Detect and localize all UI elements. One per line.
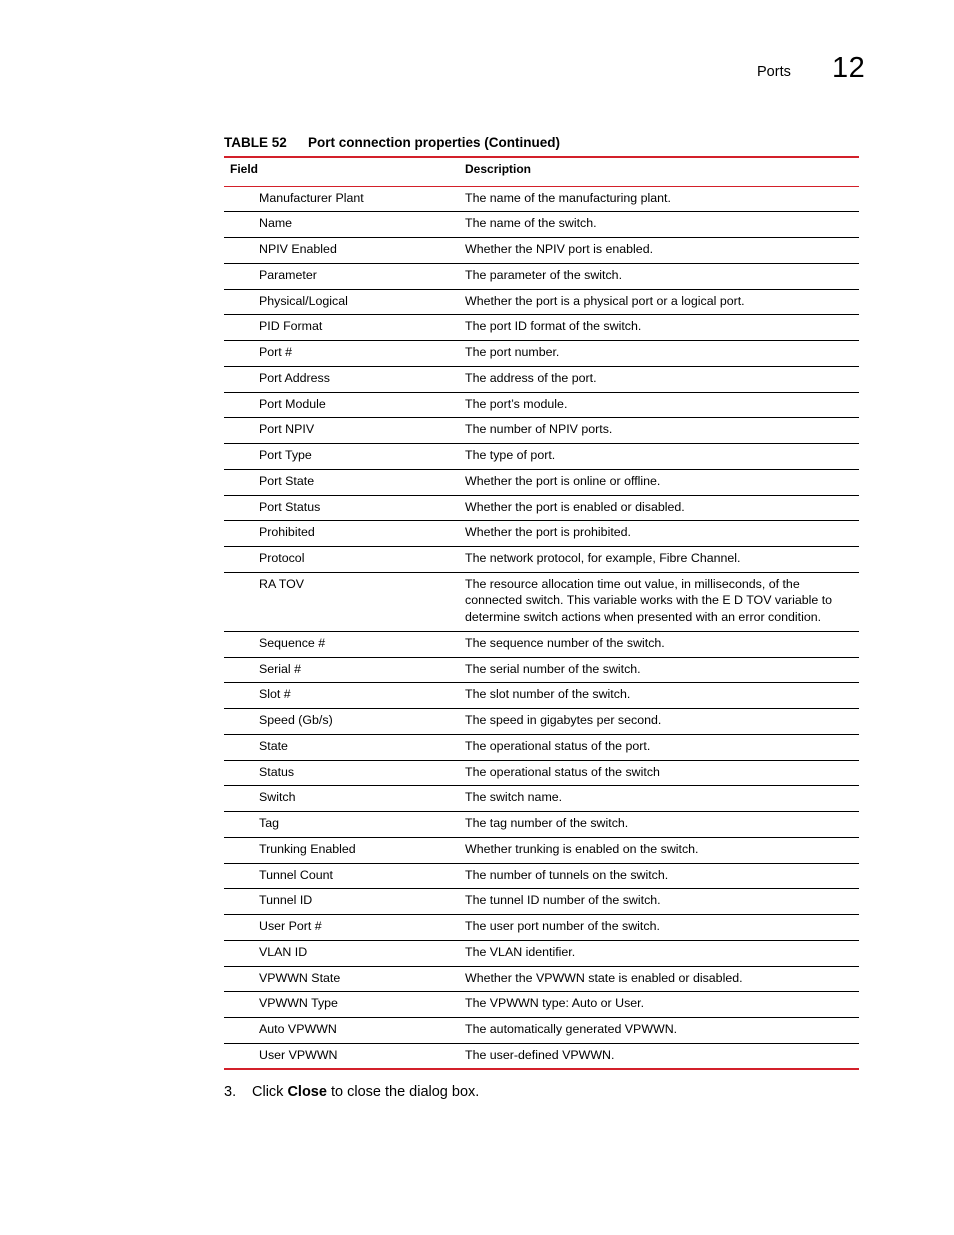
description-cell: Whether the port is online or offline. bbox=[465, 469, 859, 495]
table-row bbox=[224, 547, 859, 573]
description-cell: The VPWWN type: Auto or User. bbox=[465, 992, 859, 1018]
table-row bbox=[224, 992, 859, 1018]
field-cell: Auto VPWWN bbox=[224, 1018, 465, 1044]
description-cell: The operational status of the switch bbox=[465, 760, 859, 786]
description-cell: Whether trunking is enabled on the switch. bbox=[465, 837, 859, 863]
table-row bbox=[224, 631, 859, 657]
step-text-before: Click bbox=[252, 1084, 288, 1100]
field-cell: PID Format bbox=[224, 315, 465, 341]
description-cell: Whether the port is prohibited. bbox=[465, 521, 859, 547]
field-cell: Parameter bbox=[224, 263, 465, 289]
table-row bbox=[224, 186, 859, 212]
field-cell: Status bbox=[224, 760, 465, 786]
description-cell: The tunnel ID number of the switch. bbox=[465, 889, 859, 915]
table-row bbox=[224, 683, 859, 709]
description-cell: The network protocol, for example, Fibre Channel. bbox=[465, 547, 859, 573]
table-row bbox=[224, 760, 859, 786]
chapter-number: 12 bbox=[832, 52, 866, 84]
field-cell: VPWWN Type bbox=[224, 992, 465, 1018]
table-row bbox=[224, 1043, 859, 1069]
field-cell: Name bbox=[224, 212, 465, 238]
table-row bbox=[224, 315, 859, 341]
field-cell: Slot # bbox=[224, 683, 465, 709]
field-cell: User Port # bbox=[224, 915, 465, 941]
table-row bbox=[224, 940, 859, 966]
running-header-section: Ports bbox=[757, 64, 791, 80]
table-row bbox=[224, 572, 859, 631]
step-text-after: to close the dialog box. bbox=[326, 1084, 480, 1100]
description-cell: The speed in gigabytes per second. bbox=[465, 709, 859, 735]
step-number: 3. bbox=[224, 1084, 237, 1100]
field-cell: Manufacturer Plant bbox=[224, 186, 465, 212]
table-row bbox=[224, 812, 859, 838]
table-row bbox=[224, 863, 859, 889]
table-row bbox=[224, 786, 859, 812]
table-row bbox=[224, 212, 859, 238]
description-cell: Whether the port is a physical port or a logical port. bbox=[465, 289, 859, 315]
table-row bbox=[224, 1018, 859, 1044]
description-cell: The slot number of the switch. bbox=[465, 683, 859, 709]
field-cell: Port Status bbox=[224, 495, 465, 521]
description-cell: The user port number of the switch. bbox=[465, 915, 859, 941]
field-cell: Physical/Logical bbox=[224, 289, 465, 315]
table-row bbox=[224, 734, 859, 760]
port-properties-table bbox=[224, 156, 859, 1070]
table-row bbox=[224, 418, 859, 444]
field-cell: Switch bbox=[224, 786, 465, 812]
field-cell: Sequence # bbox=[224, 631, 465, 657]
field-cell: Protocol bbox=[224, 547, 465, 573]
field-cell: Port Type bbox=[224, 444, 465, 470]
field-cell: Port # bbox=[224, 341, 465, 367]
table-row bbox=[224, 366, 859, 392]
table-row bbox=[224, 495, 859, 521]
description-cell: The type of port. bbox=[465, 444, 859, 470]
table-row bbox=[224, 289, 859, 315]
table-row bbox=[224, 392, 859, 418]
table-tag: TABLE 52 bbox=[224, 135, 287, 150]
description-cell: The port ID format of the switch. bbox=[465, 315, 859, 341]
field-cell: VPWWN State bbox=[224, 966, 465, 992]
description-cell: The name of the manufacturing plant. bbox=[465, 186, 859, 212]
description-cell: The automatically generated VPWWN. bbox=[465, 1018, 859, 1044]
field-cell: Tunnel ID bbox=[224, 889, 465, 915]
description-cell: The port’s module. bbox=[465, 392, 859, 418]
table-row bbox=[224, 444, 859, 470]
table-row bbox=[224, 238, 859, 264]
instruction-step bbox=[224, 1084, 479, 1100]
table-row bbox=[224, 341, 859, 367]
table-row bbox=[224, 657, 859, 683]
description-cell: The parameter of the switch. bbox=[465, 263, 859, 289]
description-cell: The name of the switch. bbox=[465, 212, 859, 238]
description-cell: The sequence number of the switch. bbox=[465, 631, 859, 657]
description-cell: The serial number of the switch. bbox=[465, 657, 859, 683]
description-cell: Whether the VPWWN state is enabled or disabled. bbox=[465, 966, 859, 992]
description-cell: Whether the NPIV port is enabled. bbox=[465, 238, 859, 264]
field-cell: State bbox=[224, 734, 465, 760]
table-row bbox=[224, 521, 859, 547]
table-caption bbox=[224, 135, 859, 150]
field-cell: User VPWWN bbox=[224, 1043, 465, 1069]
port-properties-table-container bbox=[224, 156, 859, 1070]
close-button-reference: Close bbox=[287, 1084, 327, 1100]
description-cell: The VLAN identifier. bbox=[465, 940, 859, 966]
field-cell: Prohibited bbox=[224, 521, 465, 547]
field-cell: Port Address bbox=[224, 366, 465, 392]
field-cell: Speed (Gb/s) bbox=[224, 709, 465, 735]
field-cell: Tunnel Count bbox=[224, 863, 465, 889]
description-cell: The number of NPIV ports. bbox=[465, 418, 859, 444]
description-cell: The user-defined VPWWN. bbox=[465, 1043, 859, 1069]
description-cell: The switch name. bbox=[465, 786, 859, 812]
table-row bbox=[224, 966, 859, 992]
table-row bbox=[224, 709, 859, 735]
table-row bbox=[224, 889, 859, 915]
table-row bbox=[224, 837, 859, 863]
description-cell: The address of the port. bbox=[465, 366, 859, 392]
table-header-row bbox=[224, 157, 859, 186]
description-cell: The port number. bbox=[465, 341, 859, 367]
field-cell: NPIV Enabled bbox=[224, 238, 465, 264]
description-cell: Whether the port is enabled or disabled. bbox=[465, 495, 859, 521]
description-cell: The operational status of the port. bbox=[465, 734, 859, 760]
column-header-description: Description bbox=[465, 157, 859, 186]
field-cell: Serial # bbox=[224, 657, 465, 683]
table-body bbox=[224, 186, 859, 1069]
field-cell: Port NPIV bbox=[224, 418, 465, 444]
table-row bbox=[224, 263, 859, 289]
table-row bbox=[224, 469, 859, 495]
field-cell: Tag bbox=[224, 812, 465, 838]
field-cell: RA TOV bbox=[224, 572, 465, 631]
field-cell: Port State bbox=[224, 469, 465, 495]
description-cell: The tag number of the switch. bbox=[465, 812, 859, 838]
field-cell: VLAN ID bbox=[224, 940, 465, 966]
field-cell: Port Module bbox=[224, 392, 465, 418]
table-title: Port connection properties (Continued) bbox=[308, 135, 560, 150]
description-cell: The number of tunnels on the switch. bbox=[465, 863, 859, 889]
description-cell: The resource allocation time out value, in milliseconds, of the connected switch. This variable works with the E D TOV variable to determine switch actions when presented with an error condition. bbox=[465, 572, 859, 631]
column-header-field: Field bbox=[224, 157, 465, 186]
field-cell: Trunking Enabled bbox=[224, 837, 465, 863]
table-row bbox=[224, 915, 859, 941]
